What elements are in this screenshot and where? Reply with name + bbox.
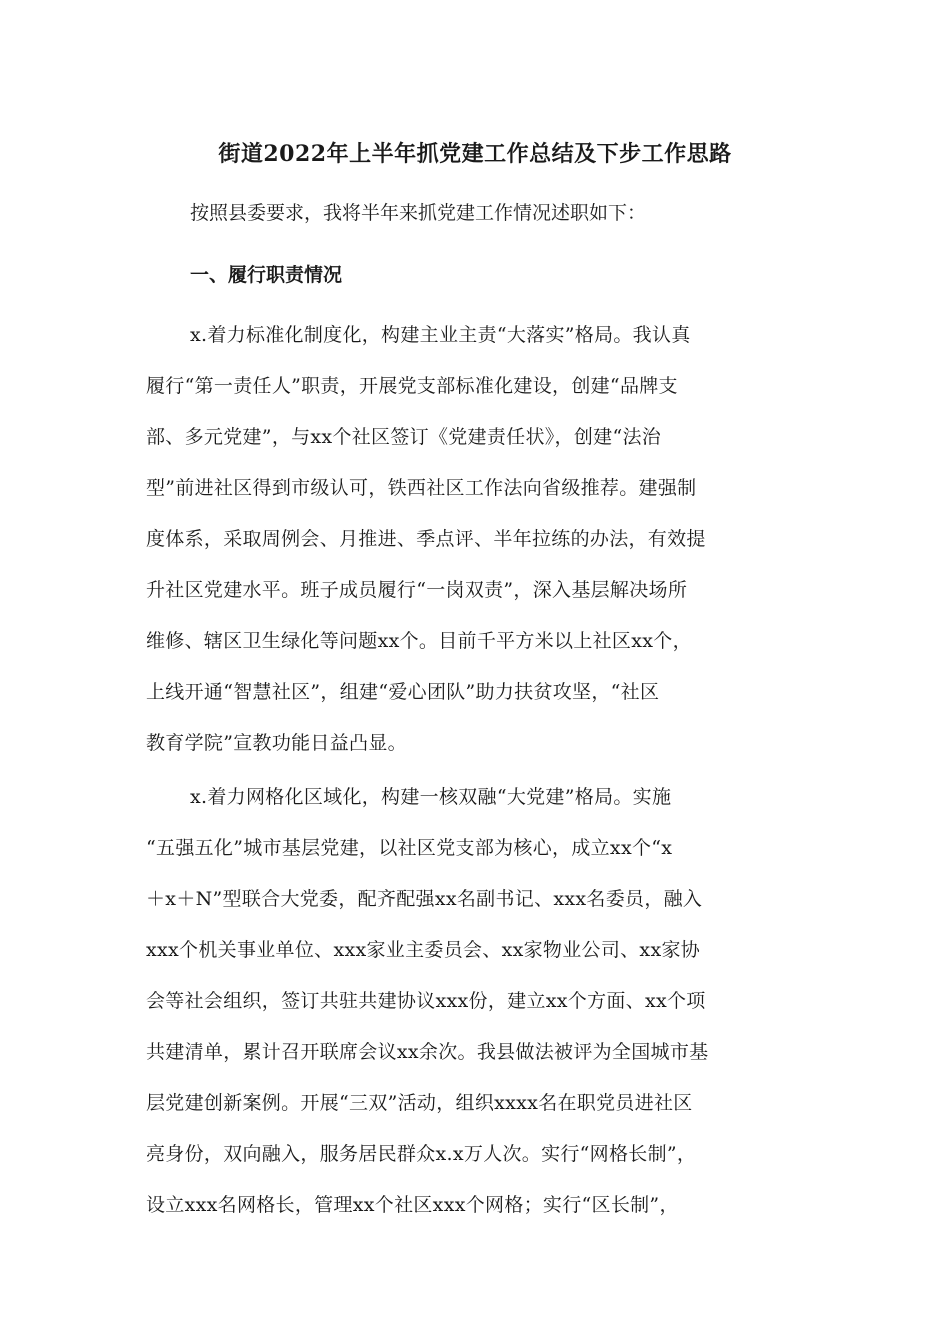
- paragraph-line: 度体系，采取周例会、月推进、季点评、半年拉练的办法，有效提: [146, 528, 706, 550]
- paragraph-line: 型”前进社区得到市级认可，铁西社区工作法向省级推荐。建强制: [146, 477, 697, 499]
- paragraph-line: ＋x＋N”型联合大党委，配齐配强xx名副书记、xxx名委员，融入: [146, 888, 703, 910]
- paragraph-line: 履行“第一责任人”职责，开展党支部标准化建设，创建“品牌支: [146, 375, 678, 397]
- paragraph-line: 升社区党建水平。班子成员履行“一岗双责”，深入基层解决场所: [146, 579, 688, 601]
- paragraph-line: 上线开通“智慧社区”，组建“爱心团队”助力扶贫攻坚，“社区: [146, 681, 660, 703]
- document-title: 街道2022年上半年抓党建工作总结及下步工作思路: [218, 141, 732, 167]
- paragraph-line: 教育学院”宣教功能日益凸显。: [146, 732, 407, 754]
- paragraph-line: “五强五化”城市基层党建，以社区党支部为核心，成立xx个“x: [146, 837, 673, 859]
- paragraph-line: x.着力标准化制度化，构建主业主责“大落实”格局。我认真: [190, 324, 691, 346]
- paragraph-line: x.着力网格化区域化，构建一核双融“大党建”格局。实施: [190, 786, 672, 808]
- paragraph-line: 层党建创新案例。开展“三双”活动，组织xxxx名在职党员进社区: [146, 1092, 693, 1114]
- paragraph-line: 维修、辖区卫生绿化等问题xx个。目前千平方米以上社区xx个，: [146, 630, 692, 652]
- paragraph-line: 亮身份，双向融入，服务居民群众x.x万人次。实行“网格长制”，: [146, 1143, 697, 1165]
- paragraph-1: [146, 320, 806, 779]
- intro-paragraph: 按照县委要求，我将半年来抓党建工作情况述职如下：: [190, 202, 647, 224]
- paragraph-line: 会等社会组织，签订共驻共建协议xxx份，建立xx个方面、xx个项: [146, 990, 706, 1012]
- paragraph-line: 部、多元党建”，与xx个社区签订《党建责任状》，创建“法治: [146, 426, 662, 448]
- section-heading-1: 一、履行职责情况: [190, 264, 343, 286]
- paragraph-line: 共建清单，累计召开联席会议xx余次。我县做法被评为全国城市基: [146, 1041, 709, 1063]
- paragraph-line: xxx个机关事业单位、xxx家业主委员会、xx家物业公司、xx家协: [146, 939, 701, 961]
- paragraph-2: [146, 782, 806, 1241]
- paragraph-line: 设立xxx名网格长，管理xx个社区xxx个网格；实行“区长制”，: [146, 1194, 679, 1216]
